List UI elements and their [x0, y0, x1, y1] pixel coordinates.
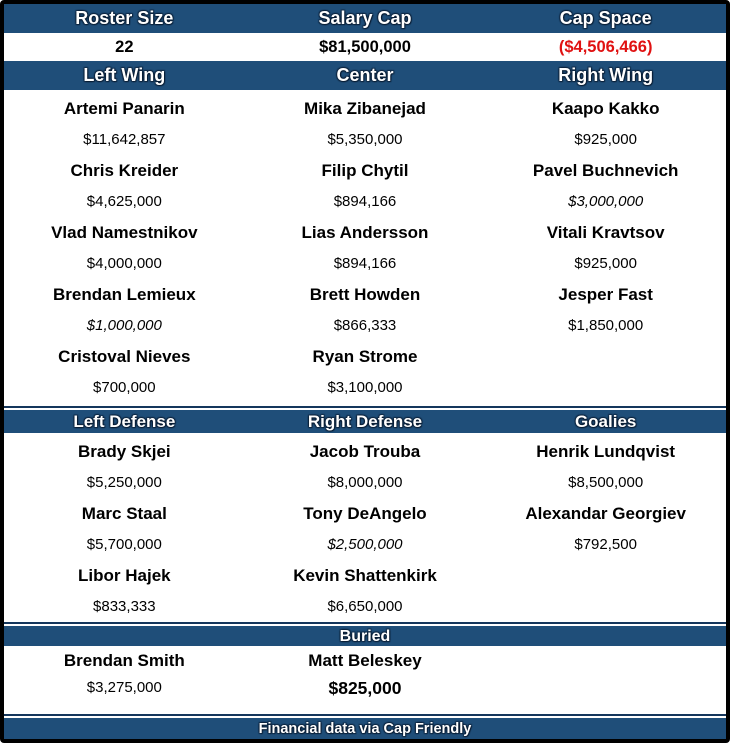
player-entry [4, 648, 245, 704]
salary-cap-value: $81,500,000 [319, 37, 411, 56]
player-salary: $925,000 [574, 131, 637, 148]
player-entry [4, 217, 245, 279]
summary-header-row [4, 4, 726, 33]
player-entry [485, 155, 726, 217]
player-entry [4, 279, 245, 341]
player-name: Jesper Fast [558, 285, 653, 304]
roster-size-value: 22 [115, 37, 134, 56]
player-name: Vlad Namestnikov [51, 223, 198, 242]
player-entry [485, 498, 726, 560]
center-column [245, 93, 486, 406]
player-name: Henrik Lundqvist [536, 442, 676, 461]
player-entry [245, 498, 486, 560]
player-entry [245, 93, 486, 155]
player-name: Tony DeAngelo [303, 504, 427, 523]
player-name: Mika Zibanejad [304, 99, 426, 118]
player-name: Brendan Lemieux [53, 285, 196, 304]
player-name: Brett Howden [309, 285, 421, 304]
player-salary: $866,333 [333, 317, 397, 334]
player-salary: $925,000 [574, 255, 637, 272]
footer-credit-text: Financial data via Cap Friendly [258, 721, 472, 737]
player-salary: $8,000,000 [327, 474, 403, 491]
player-entry [4, 436, 245, 498]
player-name: Vitali Kravtsov [546, 223, 665, 242]
player-entry [4, 155, 245, 217]
player-entry [245, 648, 486, 704]
header-salary-cap: Salary Cap [318, 8, 412, 28]
header-center: Center [336, 65, 394, 85]
footer-bar [4, 714, 726, 739]
player-name: Cristoval Nieves [58, 347, 191, 366]
forwards-header-row [4, 61, 726, 90]
player-name: Chris Kreider [70, 161, 179, 180]
buried-header-row [4, 622, 726, 646]
player-entry [485, 279, 726, 341]
player-salary: $894,166 [333, 255, 397, 272]
header-right-wing: Right Wing [558, 65, 654, 85]
player-name: Artemi Panarin [63, 99, 185, 118]
player-salary: $833,333 [93, 598, 156, 615]
player-name: Lias Andersson [301, 223, 429, 242]
player-entry [245, 279, 486, 341]
player-entry [485, 93, 726, 155]
player-salary: $5,250,000 [86, 474, 162, 491]
header-right-defense: Right Defense [307, 411, 423, 431]
player-entry [4, 498, 245, 560]
player-name: Libor Hajek [78, 566, 171, 585]
buried-right-column [485, 648, 726, 714]
player-salary: $3,000,000 [568, 193, 644, 210]
player-entry [4, 93, 245, 155]
player-name: Ryan Strome [312, 347, 418, 366]
player-entry [245, 436, 486, 498]
defense-section [4, 433, 726, 622]
player-salary: $8,500,000 [568, 474, 644, 491]
player-entry [485, 217, 726, 279]
player-salary: $3,275,000 [86, 679, 162, 696]
player-salary: $6,650,000 [327, 598, 403, 615]
right-defense-column [245, 436, 486, 622]
player-salary: $4,000,000 [86, 255, 162, 272]
player-salary: $1,850,000 [568, 317, 644, 334]
left-defense-column [4, 436, 245, 622]
player-name: Marc Staal [81, 504, 167, 523]
player-entry [485, 436, 726, 498]
left-wing-column [4, 93, 245, 406]
player-salary: $3,100,000 [327, 379, 403, 396]
buried-section [4, 646, 726, 714]
player-name: Brendan Smith [63, 651, 185, 670]
player-salary: $5,700,000 [86, 536, 162, 553]
player-name: Brady Skjei [78, 442, 171, 461]
header-goalies: Goalies [574, 411, 637, 431]
header-roster-size: Roster Size [75, 8, 174, 28]
header-buried: Buried [339, 628, 391, 645]
player-salary: $700,000 [93, 379, 156, 396]
player-name: Kevin Shattenkirk [293, 566, 437, 585]
player-name: Pavel Buchnevich [532, 161, 679, 180]
player-salary: $894,166 [333, 193, 397, 210]
right-wing-column [485, 93, 726, 406]
defense-header-row [4, 406, 726, 433]
player-name: Jacob Trouba [309, 442, 421, 461]
player-entry [4, 341, 245, 403]
forwards-section [4, 90, 726, 406]
player-salary: $2,500,000 [327, 536, 403, 553]
buried-center-column [245, 648, 486, 714]
player-salary: $4,625,000 [86, 193, 162, 210]
player-salary: $825,000 [328, 678, 402, 698]
player-entry [245, 341, 486, 403]
player-name: Alexandar Georgiev [525, 504, 686, 523]
player-salary: $11,642,857 [83, 131, 166, 148]
header-left-defense: Left Defense [73, 411, 176, 431]
player-salary: $792,500 [574, 536, 637, 553]
player-salary: $1,000,000 [86, 317, 162, 334]
player-entry [4, 560, 245, 622]
header-left-wing: Left Wing [83, 65, 166, 85]
header-cap-space: Cap Space [559, 8, 652, 28]
goalies-column [485, 436, 726, 622]
player-entry [245, 217, 486, 279]
player-entry [245, 155, 486, 217]
player-name: Filip Chytil [321, 161, 409, 180]
player-salary: $5,350,000 [327, 131, 403, 148]
player-entry [245, 560, 486, 622]
cap-space-value: ($4,506,466) [558, 37, 653, 56]
player-name: Kaapo Kakko [551, 99, 660, 118]
player-name: Matt Beleskey [308, 651, 422, 670]
summary-value-row [4, 33, 726, 61]
buried-left-column [4, 648, 245, 714]
